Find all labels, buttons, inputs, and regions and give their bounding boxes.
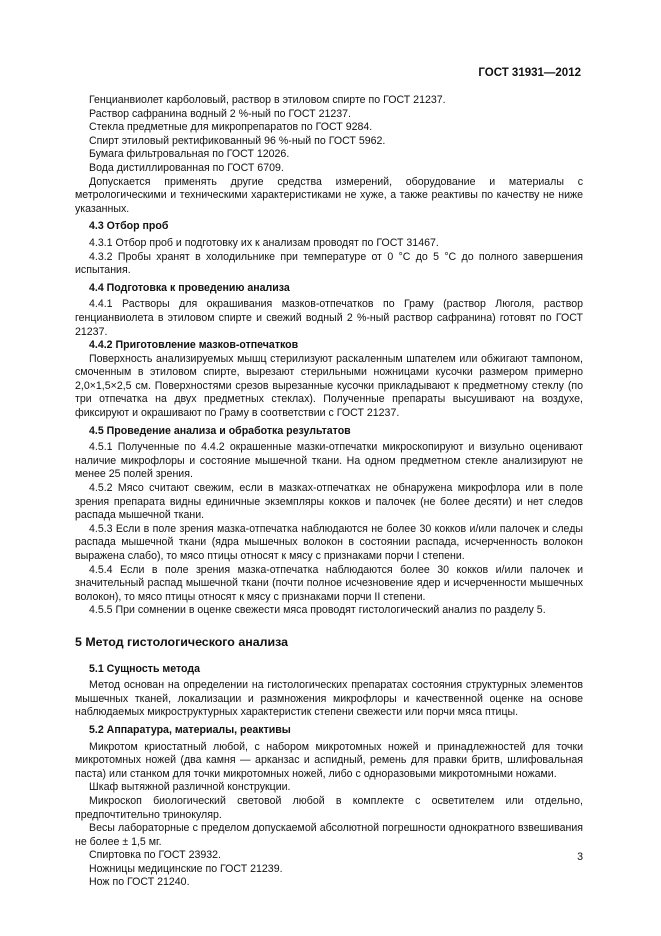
equipment-item: Микроскоп биологический световой любой в комплекте с осветителем или отдельно, предпочтительно тринокуляр. xyxy=(75,794,583,821)
section-4-4-heading: 4.4 Подготовка к проведению анализа xyxy=(89,281,290,294)
equipment-item: Спиртовка по ГОСТ 23932. xyxy=(89,849,221,862)
equipment-item: Микротом криостатный любой, с набором микротомных ножей и принадлежностей для точки микротомных ножей (два камня — арканзас и аспидный, ремень для правки бритв, шлифовальная паста) или станком для точки микротомных ножей, либо с одноразовыми микротомными ножами. xyxy=(75,740,583,780)
paragraph-4-3-2: 4.3.2 Пробы хранят в холодильнике при температуре от 0 °С до 5 °С до полного завершения испытания. xyxy=(75,250,583,277)
section-4-5-heading: 4.5 Проведение анализа и обработка результатов xyxy=(89,424,351,437)
paragraph-4-4-1: 4.4.1 Растворы для окрашивания мазков-отпечатков по Граму (раствор Люголя, раствор генцианвиолета в этиловом спирте и свежий водный 2 %-ный раствор сафранина) готовят по ГОСТ 21237. xyxy=(75,298,583,338)
paragraph-4-5-4: 4.5.4 Если в поле зрения мазка-отпечатка наблюдаются более 30 кокков и/или палочек и значительный распад мышечной ткани (почти полное исчезновение ядер и исчерченности мышечных волокон), то мясо птицы относят к мясу с признаками порчи II степени. xyxy=(75,563,583,603)
material-line: Спирт этиловый ректификованный 96 %-ный по ГОСТ 5962. xyxy=(89,134,386,147)
intro-note: Допускается применять другие средства измерений, оборудование и материалы с метрологическими и техническими характеристиками не хуже, а также реактивы по качеству не ниже указанных. xyxy=(75,175,583,215)
paragraph-4-5-1: 4.5.1 Полученные по 4.4.2 окрашенные мазки-отпечатки микроскопируют и визульно оценивают наличие микрофлоры и состояние мышечной ткани. На одном предметном стекле анализируют не менее 25 полей зрения. xyxy=(75,441,583,481)
section-5-heading: 5 Метод гистологического анализа xyxy=(75,634,288,649)
material-line: Раствор сафранина водный 2 %-ный по ГОСТ 21237. xyxy=(89,107,351,120)
page-number: 3 xyxy=(577,851,583,863)
equipment-item: Ножницы медицинские по ГОСТ 21239. xyxy=(89,862,283,875)
material-line: Стекла предметные для микропрепаратов по ГОСТ 9284. xyxy=(89,121,373,134)
equipment-item: Шкаф вытяжной различной конструкции. xyxy=(89,781,291,794)
material-line: Вода дистиллированная по ГОСТ 6709. xyxy=(89,161,284,174)
paragraph-4-5-5: 4.5.5 При сомнении в оценке свежести мяса проводят гистологический анализ по разделу 5. xyxy=(89,604,546,617)
section-4-3-heading: 4.3 Отбор проб xyxy=(89,220,169,233)
material-line: Бумага фильтровальная по ГОСТ 12026. xyxy=(89,148,290,161)
material-line: Генцианвиолет карболовый, раствор в этиловом спирте по ГОСТ 21237. xyxy=(89,94,446,106)
paragraph-4-5-2: 4.5.2 Мясо считают свежим, если в мазках-отпечатках не обнаружена микрофлора или в поле зрения препарата видны единичные экземпляры кокков и палочек (не более десяти) и нет следов распада мышечной ткани. xyxy=(75,482,583,522)
paragraph-4-4-2: Поверхность анализируемых мышц стерилизуют раскаленным шпателем или обжигают тампоном, смоченным в этиловом спирте, вырезают стерильными ножницами кусочки размером примерно 2,0×1,5×2,5 см. Поверхностями срезов вырезанные кусочки прикладывают к предметному стеклу (по три отпечатка на двух предметных стеклах). Полученные препараты высушивают на воздухе, фиксируют и окрашивают по Граму в соответствии с ГОСТ 21237. xyxy=(75,352,583,420)
section-5-1-heading: 5.1 Сущность метода xyxy=(89,662,201,675)
equipment-item: Весы лабораторные с пределом допускаемой абсолютной погрешности однократного взвешивания не более ± 1,5 мг. xyxy=(75,822,583,848)
section-4-4-2-heading: 4.4.2 Приготовление мазков-отпечатков xyxy=(89,339,299,352)
section-5-2-heading: 5.2 Аппаратура, материалы, реактивы xyxy=(89,723,291,736)
paragraph-5-1: Метод основан на определении на гистологических препаратах состояния структурных элементов мышечных тканей, локализации и размножения микрофлоры и качественной оценке на основе наблюдаемых микроструктурных характеристик степени свежести или порчи мяса птицы. xyxy=(75,679,583,719)
paragraph-4-3-1: 4.3.1 Отбор проб и подготовку их к анализам проводят по ГОСТ 31467. xyxy=(89,236,439,249)
equipment-item: Нож по ГОСТ 21240. xyxy=(89,876,190,889)
paragraph-4-5-3: 4.5.3 Если в поле зрения мазка-отпечатка наблюдаются не более 30 кокков и/или палочек и следы распада мышечной ткани (ядра мышечных волокон в состоянии распада, исчерченность волокон выражена слабо), то мясо птицы относят к мясу с признаками порчи I степени. xyxy=(75,522,583,562)
standard-id-header: ГОСТ 31931—2012 xyxy=(478,67,581,79)
document-body xyxy=(75,94,583,890)
